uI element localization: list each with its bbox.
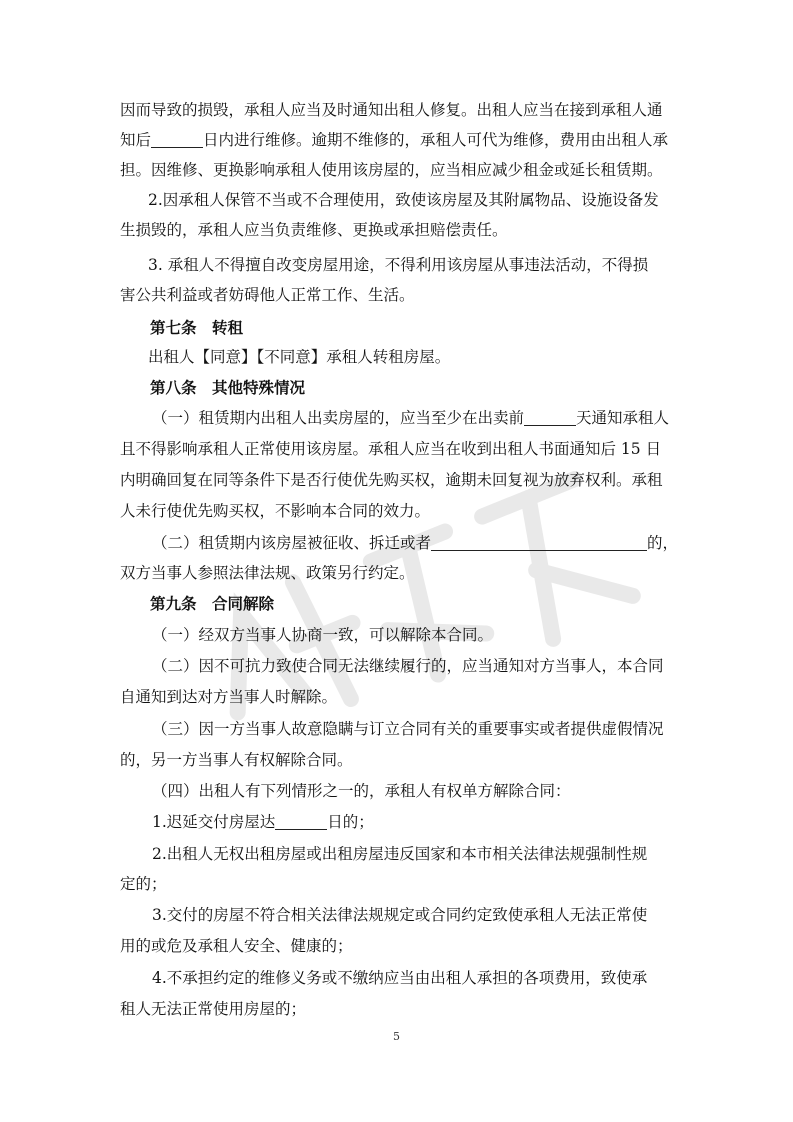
paragraph-line: 自通知到达对方当事人时解除。 (120, 688, 338, 706)
fill-blank[interactable] (275, 813, 327, 830)
paragraph-line: 3.交付的房屋不符合相关法律法规规定或合同约定致使承租人无法正常使 (152, 906, 648, 924)
paragraph-line: 出租人【同意】【不同意】承租人转租房屋。 (148, 348, 451, 366)
fill-blank[interactable] (151, 131, 203, 148)
paragraph-line: 3. 承租人不得擅自改变房屋用途，不得利用该房屋从事违法活动，不得损 (148, 256, 649, 274)
paragraph-line: 且不得影响承租人正常使用该房屋。承租人应当在收到出租人书面通知后 15 日 (120, 440, 662, 458)
paragraph-line: 因而导致的损毁，承租人应当及时通知出租人修复。出租人应当在接到承租人通 (120, 101, 663, 119)
fill-blank[interactable] (431, 534, 647, 551)
paragraph-line: （一）租赁期内出租人出卖房屋的，应当至少在出卖前 天通知承租人 (152, 409, 670, 427)
page-number: 5 (393, 1030, 400, 1043)
fill-blank[interactable] (524, 409, 576, 426)
paragraph-line: （四）出租人有下列情形之一的，承租人有权单方解除合同： (152, 782, 571, 800)
paragraph-line: 内明确回复在同等条件下是否行使优先购买权，逾期未回复视为放弃权利。承租 (120, 471, 663, 489)
paragraph-line: 2.出租人无权出租房屋或出租房屋违反国家和本市相关法律法规强制性规 (152, 845, 648, 863)
paragraph-line: 生损毁的，承租人应当负责维修、更换或承担赔偿责任。 (120, 221, 508, 239)
paragraph-line: （三）因一方当事人故意隐瞒与订立合同有关的重要事实或者提供虚假情况 (152, 720, 664, 738)
paragraph-line: 担。因维修、更换影响承租人使用该房屋的，应当相应减少租金或延长租赁期。 (120, 161, 663, 179)
paragraph-line: 的，另一方当事人有权解除合同。 (120, 751, 353, 769)
paragraph-line: 害公共利益或者妨碍他人正常工作、生活。 (120, 286, 415, 304)
paragraph-line: 用的或危及承租人安全、健康的； (120, 937, 353, 955)
paragraph-line: （二）租赁期内该房屋被征收、拆迁或者 的， (152, 534, 679, 552)
article-heading: 第七条 转租 (150, 318, 244, 337)
paragraph-line: 租人无法正常使用房屋的； (120, 1000, 307, 1018)
paragraph-line: 定的； (120, 875, 167, 893)
paragraph-line: 4.不承担约定的维修义务或不缴纳应当由出租人承担的各项费用，致使承 (152, 969, 648, 987)
paragraph-line: （二）因不可抗力致使合同无法继续履行的，应当通知对方当事人，本合同 (152, 657, 664, 675)
paragraph-line: 1.迟延交付房屋达 日的； (152, 813, 374, 831)
paragraph-line: （一）经双方当事人协商一致，可以解除本合同。 (152, 626, 494, 644)
article-heading: 第八条 其他特殊情况 (150, 378, 306, 397)
paragraph-line: 知后 日内进行维修。逾期不维修的，承租人可代为维修，费用由出租人承 (120, 131, 669, 149)
article-heading: 第九条 合同解除 (150, 594, 275, 613)
paragraph-line: 人未行使优先购买权，不影响本合同的效力。 (120, 502, 431, 520)
paragraph-line: 2.因承租人保管不当或不合理使用，致使该房屋及其附属物品、设施设备发 (148, 191, 659, 209)
paragraph-line: 双方当事人参照法律法规、政策另行约定。 (120, 564, 415, 582)
